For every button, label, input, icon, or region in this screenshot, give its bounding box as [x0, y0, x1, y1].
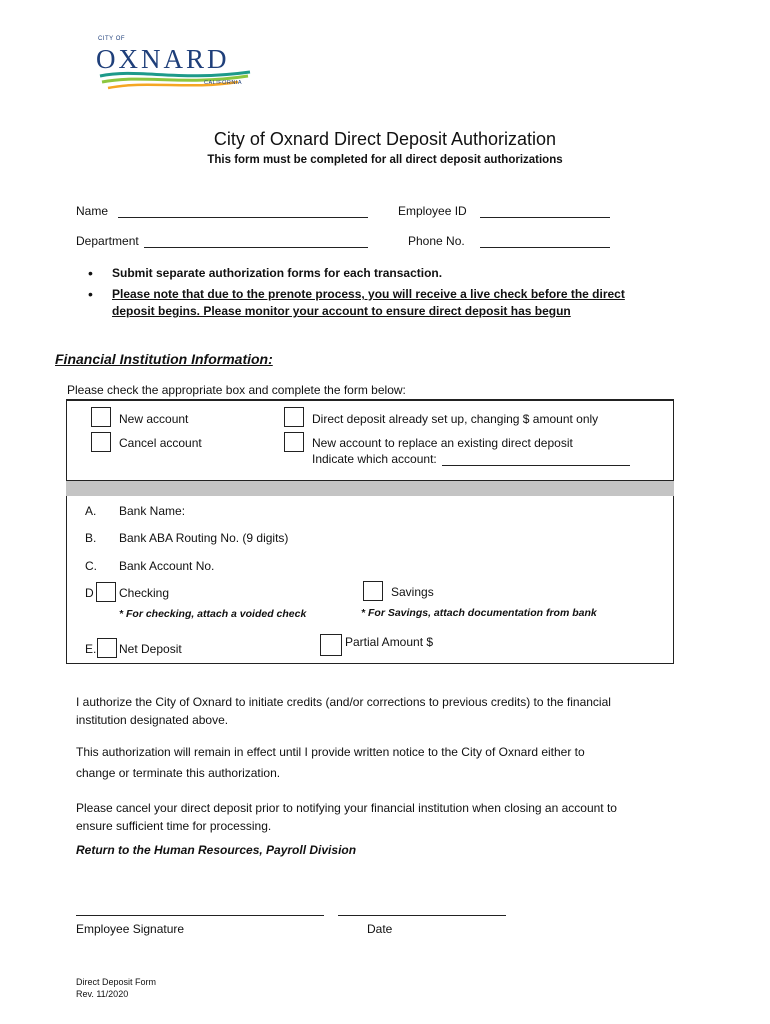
row-a-letter: A.	[85, 504, 97, 518]
logo-name: OXNARD	[96, 44, 230, 74]
phone-label: Phone No.	[408, 234, 465, 248]
note-2-line-1: Please note that due to the prenote process, you will receive a live check before the direct	[112, 287, 625, 301]
already-set-up-checkbox[interactable]	[284, 407, 304, 427]
note-2-line-2: deposit begins. Please monitor your account to ensure direct deposit has begun	[112, 304, 571, 318]
department-label: Department	[76, 234, 139, 248]
date-label: Date	[367, 922, 393, 936]
date-field[interactable]	[338, 915, 506, 916]
logo-swoosh-teal	[100, 72, 250, 76]
phone-field[interactable]	[480, 247, 610, 248]
name-label: Name	[76, 204, 109, 218]
auth-para-3-line-1: Please cancel your direct deposit prior to notifying your financial institution when closing an account to	[76, 801, 617, 815]
checking-label: Checking	[119, 586, 170, 600]
row-e-letter: E.	[85, 642, 97, 656]
return-to-note: Return to the Human Resources, Payroll Division	[76, 843, 357, 857]
employee-id-field[interactable]	[480, 217, 610, 218]
auth-para-1-line-2: institution designated above.	[76, 713, 229, 727]
logo-swoosh	[98, 66, 252, 92]
auth-para-2-line-2: change or terminate this authorization.	[76, 766, 281, 780]
financial-heading: Financial Institution Information:	[55, 351, 273, 367]
routing-number-label: Bank ABA Routing No. (9 digits)	[119, 531, 289, 545]
page-title: City of Oxnard Direct Deposit Authorization	[213, 129, 557, 149]
new-account-checkbox[interactable]	[91, 407, 111, 427]
new-account-label: New account	[119, 412, 189, 426]
net-deposit-checkbox[interactable]	[97, 638, 117, 658]
footer-revision: Rev. 11/2020	[76, 989, 129, 999]
account-number-label: Bank Account No.	[119, 559, 215, 573]
already-set-up-label: Direct deposit already set up, changing $ amount only	[312, 412, 599, 426]
footer-form-name: Direct Deposit Form	[76, 977, 157, 987]
city-logo	[96, 36, 256, 98]
replace-existing-checkbox[interactable]	[284, 432, 304, 452]
financial-instruction: Please check the appropriate box and complete the form below:	[67, 383, 406, 397]
section-divider-bar	[66, 481, 674, 496]
note-bullet-2: •	[88, 286, 93, 302]
partial-amount-checkbox[interactable]	[320, 634, 342, 656]
indicate-which-field[interactable]	[442, 465, 630, 466]
department-field[interactable]	[144, 247, 368, 248]
row-c-letter: C.	[85, 559, 97, 573]
bank-name-label: Bank Name:	[119, 504, 186, 518]
logo-city-of: CITY OF	[98, 36, 126, 42]
page-subtitle: This form must be completed for all direct deposit authorizations	[207, 154, 563, 166]
note-bullet-1: •	[88, 265, 93, 281]
cancel-account-label: Cancel account	[119, 436, 202, 450]
auth-para-3-line-2: ensure sufficient time for processing.	[76, 819, 272, 833]
indicate-which-label: Indicate which account:	[312, 452, 437, 466]
checking-checkbox[interactable]	[96, 582, 116, 602]
name-field[interactable]	[118, 217, 368, 218]
note-1: Submit separate authorization forms for each transaction.	[112, 266, 443, 280]
auth-para-1-line-1: I authorize the City of Oxnard to initiate credits (and/or corrections to previous credits) to the financial	[76, 695, 611, 709]
auth-para-2-line-1: This authorization will remain in effect until I provide written notice to the City of Oxnard either to	[76, 745, 585, 759]
savings-note: * For Savings, attach documentation from bank	[361, 607, 597, 619]
row-d-letter: D	[85, 586, 94, 600]
savings-label: Savings	[391, 585, 434, 599]
employee-signature-label: Employee Signature	[76, 922, 185, 936]
logo-state: CALIFORNIA	[204, 80, 243, 86]
replace-existing-label: New account to replace an existing direct deposit	[312, 436, 573, 450]
employee-signature-field[interactable]	[76, 915, 324, 916]
row-b-letter: B.	[85, 531, 97, 545]
cancel-account-checkbox[interactable]	[91, 432, 111, 452]
checking-note: * For checking, attach a voided check	[119, 608, 307, 620]
net-deposit-label: Net Deposit	[119, 642, 182, 656]
employee-id-label: Employee ID	[398, 204, 467, 218]
savings-checkbox[interactable]	[363, 581, 383, 601]
partial-amount-label: Partial Amount $	[345, 635, 434, 649]
